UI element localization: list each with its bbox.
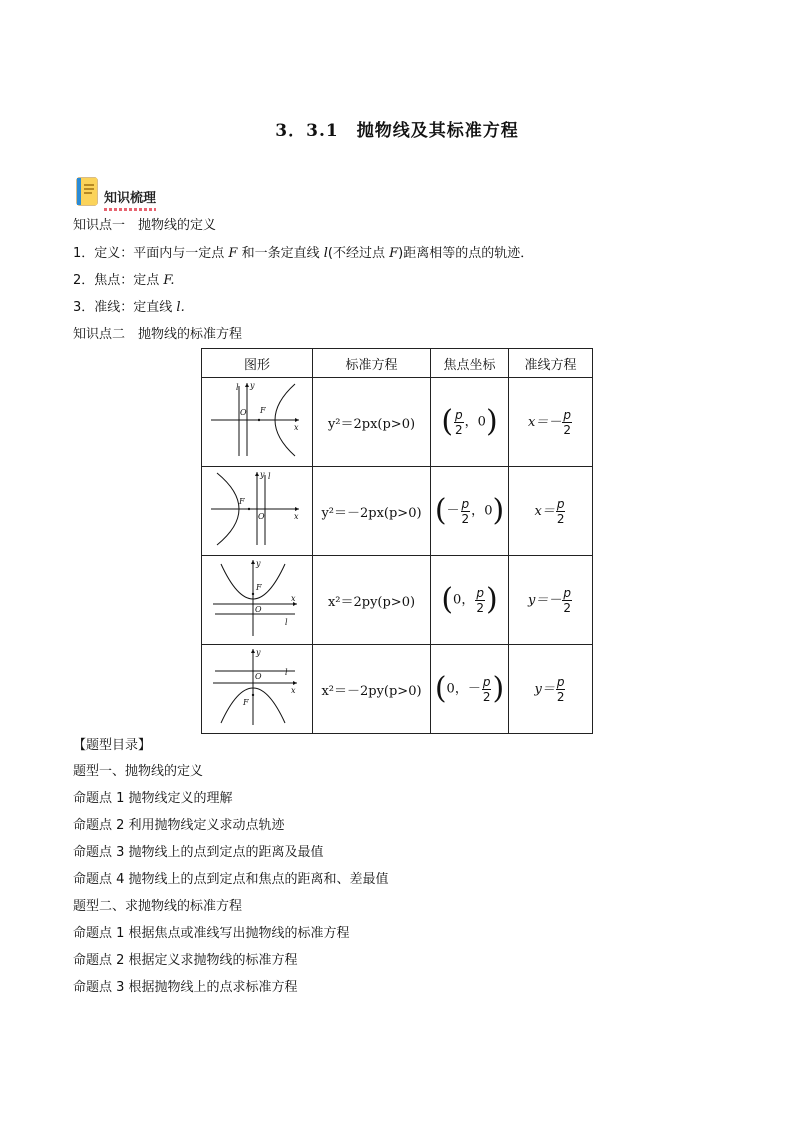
svg-text:F: F	[256, 583, 262, 592]
fraction-denominator: 2	[461, 511, 470, 526]
fraction-denominator: 2	[482, 689, 491, 704]
paren-left: (	[441, 582, 454, 617]
header-focus: 焦点坐标	[431, 349, 509, 378]
parabola-graph	[203, 378, 311, 462]
header-directrix: 准线方程	[509, 349, 593, 378]
parabola-graph	[203, 556, 311, 640]
kp2-heading: 知识点二 抛物线的标准方程	[73, 327, 243, 342]
fraction	[556, 498, 566, 525]
paren-right: )	[492, 493, 505, 528]
directrix-lhs: y＝－	[528, 592, 562, 608]
fraction-denominator: 2	[476, 600, 484, 615]
focus-line	[73, 269, 175, 288]
text-span: (不经过点	[327, 246, 390, 261]
fraction-denominator: 2	[563, 600, 571, 615]
fraction	[562, 409, 572, 436]
svg-text:O: O	[255, 605, 262, 614]
focus-cell	[431, 467, 509, 556]
parabola-graph	[203, 467, 311, 551]
focus-cell	[431, 556, 509, 645]
text-span: 和一条定直线	[237, 246, 324, 261]
fraction-numerator: p	[563, 407, 571, 422]
focus-sign: －	[446, 503, 460, 519]
graph-cell	[202, 467, 313, 556]
directrix-cell	[509, 556, 593, 645]
math-var: l.	[176, 300, 185, 315]
book-icon	[75, 176, 101, 208]
table-row	[202, 378, 593, 467]
catalog-item: 命题点 2 根据定义求抛物线的标准方程	[73, 953, 298, 968]
fraction-numerator: p	[556, 496, 565, 511]
svg-text:O: O	[258, 512, 265, 521]
equation-cell: x²＝2py(p>0)	[313, 556, 431, 645]
section-label: 知识梳理	[104, 187, 156, 208]
math-var: F.	[163, 273, 175, 288]
svg-text:y: y	[256, 559, 261, 568]
math-var: l	[323, 246, 328, 261]
svg-text:l: l	[236, 383, 239, 392]
text-span: 2．焦点：定点	[73, 273, 164, 288]
equation-cell: y²＝－2px(p>0)	[313, 467, 431, 556]
fraction-numerator: p	[455, 407, 463, 422]
paren-right: )	[492, 671, 505, 706]
header-equation: 标准方程	[313, 349, 431, 378]
catalog-item: 命题点 2 利用抛物线定义求动点轨迹	[73, 818, 285, 833]
directrix-cell	[509, 378, 593, 467]
fraction-numerator: p	[556, 674, 565, 689]
fraction-denominator: 2	[556, 511, 565, 526]
text-span: )距离相等的点的轨迹．	[398, 246, 534, 261]
definition-line	[73, 242, 533, 261]
paren-left: (	[434, 671, 447, 706]
table-row	[202, 645, 593, 734]
fraction-numerator: p	[563, 585, 571, 600]
focus-cell	[431, 378, 509, 467]
svg-text:y: y	[250, 381, 255, 390]
graph-cell	[202, 645, 313, 734]
svg-text:x: x	[291, 594, 296, 603]
fraction	[562, 587, 572, 614]
comma: ，	[461, 592, 475, 608]
fraction	[454, 409, 464, 436]
directrix-lhs: y＝	[534, 681, 555, 697]
paren-left: (	[434, 493, 447, 528]
comma: ，	[471, 503, 485, 519]
svg-text:l: l	[285, 668, 288, 677]
focus-zero: 0	[453, 592, 462, 608]
equation-cell: y²＝2px(p>0)	[313, 378, 431, 467]
directrix-lhs: x＝	[534, 503, 555, 519]
catalog-item: 命题点 1 抛物线定义的理解	[73, 791, 233, 806]
fraction-numerator: p	[482, 674, 491, 689]
catalog-heading: 【题型目录】	[73, 738, 152, 753]
svg-text:l: l	[285, 618, 288, 627]
fraction	[556, 676, 566, 703]
svg-text:F: F	[239, 497, 245, 506]
fraction-numerator: p	[461, 496, 470, 511]
section-header	[75, 176, 156, 208]
svg-text:F: F	[243, 698, 249, 707]
svg-text:x: x	[291, 686, 296, 695]
paren-right: )	[485, 582, 498, 617]
directrix-cell	[509, 645, 593, 734]
svg-text:l: l	[268, 472, 271, 481]
fraction	[482, 676, 492, 703]
focus-cell	[431, 645, 509, 734]
graph-cell	[202, 556, 313, 645]
standard-equation-table	[201, 348, 593, 734]
focus-sign: －	[467, 681, 481, 697]
fraction-numerator: p	[476, 585, 484, 600]
directrix-cell	[509, 467, 593, 556]
svg-text:x: x	[294, 423, 299, 432]
catalog-item: 题型一、抛物线的定义	[73, 764, 204, 779]
math-var: F	[228, 246, 238, 261]
svg-text:x: x	[294, 512, 299, 521]
catalog-item: 题型二、求抛物线的标准方程	[73, 899, 243, 914]
table-row	[202, 556, 593, 645]
kp1-heading: 知识点一 抛物线的定义	[73, 218, 217, 233]
page-title: 3．3.1 抛物线及其标准方程	[275, 121, 519, 141]
fraction	[461, 498, 471, 525]
svg-text:O: O	[240, 408, 247, 417]
catalog-item: 命题点 3 抛物线上的点到定点的距离及最值	[73, 845, 324, 860]
svg-text:O: O	[255, 672, 262, 681]
comma: ，	[464, 414, 478, 430]
focus-zero: 0	[477, 414, 486, 430]
svg-text:y: y	[256, 648, 261, 657]
table-row	[202, 467, 593, 556]
table-header-row	[202, 349, 593, 378]
paren-left: (	[441, 404, 454, 439]
comma: ，	[454, 681, 468, 697]
svg-text:F: F	[260, 406, 266, 415]
catalog-item: 命题点 3 根据抛物线上的点求标准方程	[73, 980, 298, 995]
catalog-item: 命题点 1 根据焦点或准线写出抛物线的标准方程	[73, 926, 350, 941]
svg-text:y: y	[260, 470, 265, 479]
focus-zero: 0	[484, 503, 493, 519]
focus-zero: 0	[446, 681, 455, 697]
text-span: 1．定义：平面内与一定点	[73, 246, 229, 261]
fraction	[475, 587, 485, 614]
catalog-item: 命题点 4 抛物线上的点到定点和焦点的距离和、差最值	[73, 872, 389, 887]
directrix-line	[73, 296, 185, 315]
directrix-lhs: x＝－	[528, 414, 562, 430]
graph-cell	[202, 378, 313, 467]
parabola-graph	[203, 645, 311, 729]
math-var: F	[389, 246, 399, 261]
equation-cell: x²＝－2py(p>0)	[313, 645, 431, 734]
text-span: 3．准线：定直线	[73, 300, 177, 315]
fraction-denominator: 2	[455, 422, 463, 437]
paren-right: )	[485, 404, 498, 439]
header-graph: 图形	[202, 349, 313, 378]
fraction-denominator: 2	[563, 422, 571, 437]
fraction-denominator: 2	[556, 689, 565, 704]
